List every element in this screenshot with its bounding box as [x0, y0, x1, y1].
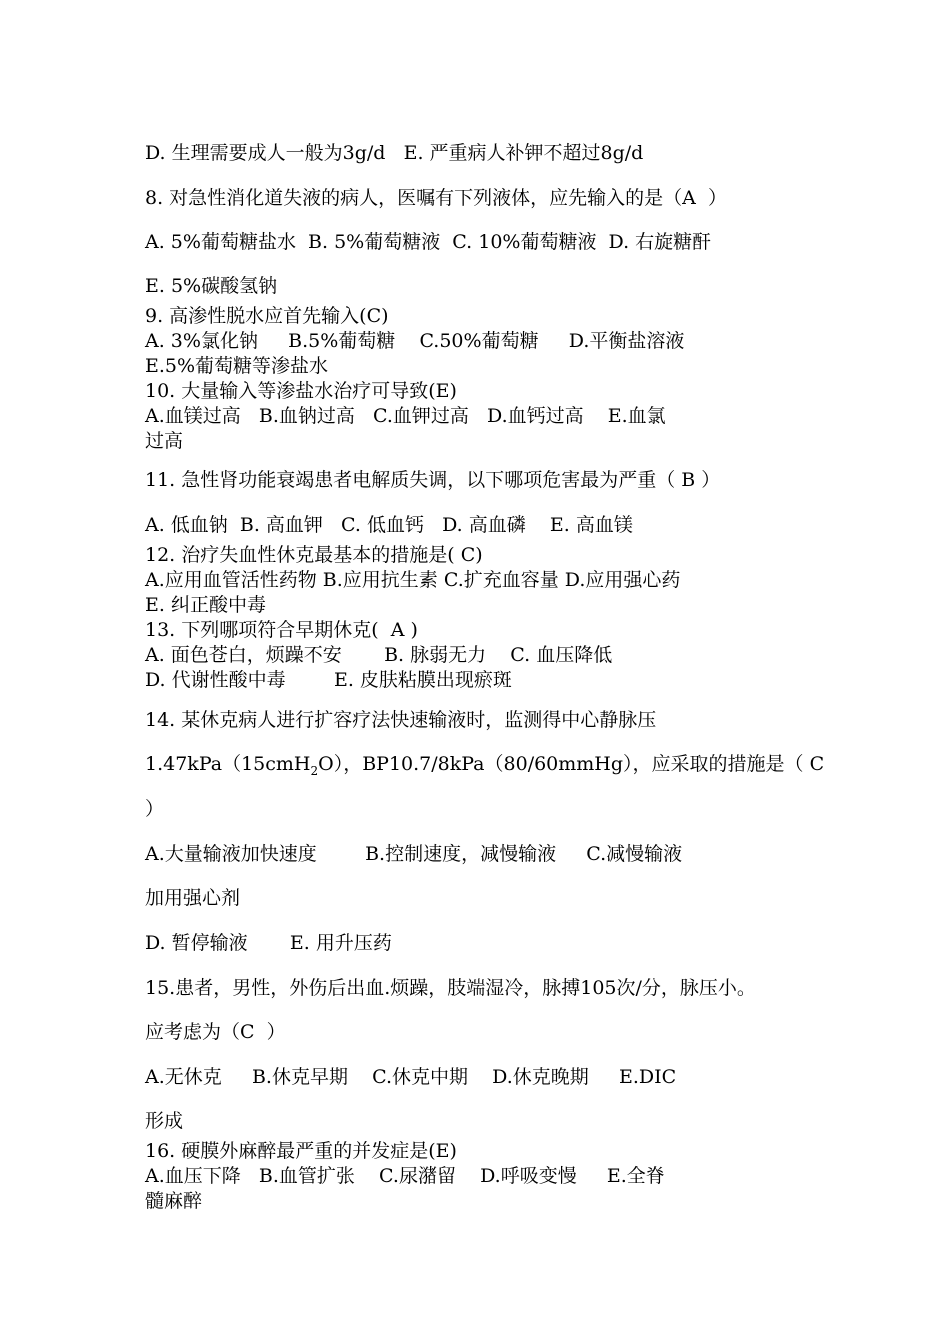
question-9: 9. 高渗性脱水应首先输入(C) — [145, 305, 389, 327]
question-13: 13. 下列哪项符合早期休克( A ) — [145, 619, 418, 641]
question-12-options: A.应用血管活性药物 B.应用抗生素 C.扩充血容量 D.应用强心药 — [145, 569, 681, 591]
question-9-options: A. 3%氯化钠 B.5%葡萄糖 C.50%葡萄糖 D.平衡盐溶液 — [145, 330, 685, 352]
question-14-options-de: D. 暂停输液 E. 用升压药 — [145, 932, 392, 954]
question-9-option-e: E.5%葡萄糖等渗盐水 — [145, 355, 329, 377]
question-16-options: A.血压下降 B.血管扩张 C.尿潴留 D.呼吸变慢 E.全脊 — [145, 1165, 665, 1187]
question-12: 12. 治疗失血性休克最基本的措施是( C) — [145, 544, 483, 566]
question-10-options: A.血镁过高 B.血钠过高 C.血钾过高 D.血钙过高 E.血氯 — [145, 405, 666, 427]
question-15: 15.患者，男性，外伤后出血.烦躁，肢端湿冷，脉搏105次/分，脉压小。 — [145, 977, 756, 999]
question-14-cont — [145, 752, 824, 776]
question-14-options: A.大量输液加快速度 B.控制速度，减慢输液 C.减慢输液 — [145, 843, 683, 865]
cvp-value: 1.47kPa（15cmH — [145, 753, 311, 775]
question-14-close: ） — [145, 798, 165, 820]
question-11: 11. 急性肾功能衰竭患者电解质失调，以下哪项危害最为严重（ B ） — [145, 469, 721, 491]
question-13-options-abc: A. 面色苍白，烦躁不安 B. 脉弱无力 C. 血压降低 — [145, 644, 613, 666]
text-line-answer-d-e: D. 生理需要成人一般为3g/d E. 严重病人补钾不超过8g/d — [145, 142, 644, 164]
question-8-option-e: E. 5%碳酸氢钠 — [145, 275, 278, 297]
question-10: 10. 大量输入等渗盐水治疗可导致(E) — [145, 380, 457, 402]
question-12-option-e: E. 纠正酸中毒 — [145, 594, 266, 616]
question-15-options-cont: 形成 — [145, 1110, 184, 1132]
question-14-options-cont: 加用强心剂 — [145, 887, 241, 909]
question-11-options: A. 低血钠 B. 高血钾 C. 低血钙 D. 高血磷 E. 高血镁 — [145, 514, 633, 536]
question-16: 16. 硬膜外麻醉最严重的并发症是(E) — [145, 1140, 457, 1162]
question-8: 8. 对急性消化道失液的病人，医嘱有下列液体，应先输入的是（A ） — [145, 187, 727, 209]
question-16-options-cont: 髓麻醉 — [145, 1190, 203, 1212]
subscript: 2 — [310, 763, 319, 778]
question-15-cont: 应考虑为（C ） — [145, 1021, 286, 1043]
question-10-options-cont: 过高 — [145, 430, 184, 452]
question-15-options: A.无休克 B.休克早期 C.休克中期 D.休克晚期 E.DIC — [145, 1066, 677, 1088]
question-14: 14. 某休克病人进行扩容疗法快速输液时，监测得中心静脉压 — [145, 709, 657, 731]
bp-text: O），BP10.7/8kPa（80/60mmHg），应采取的措施是（ C — [318, 753, 825, 775]
question-8-options: A. 5%葡萄糖盐水 B. 5%葡萄糖液 C. 10%葡萄糖液 D. 右旋糖酐 — [145, 231, 712, 253]
question-13-options-de: D. 代谢性酸中毒 E. 皮肤粘膜出现瘀斑 — [145, 669, 512, 691]
